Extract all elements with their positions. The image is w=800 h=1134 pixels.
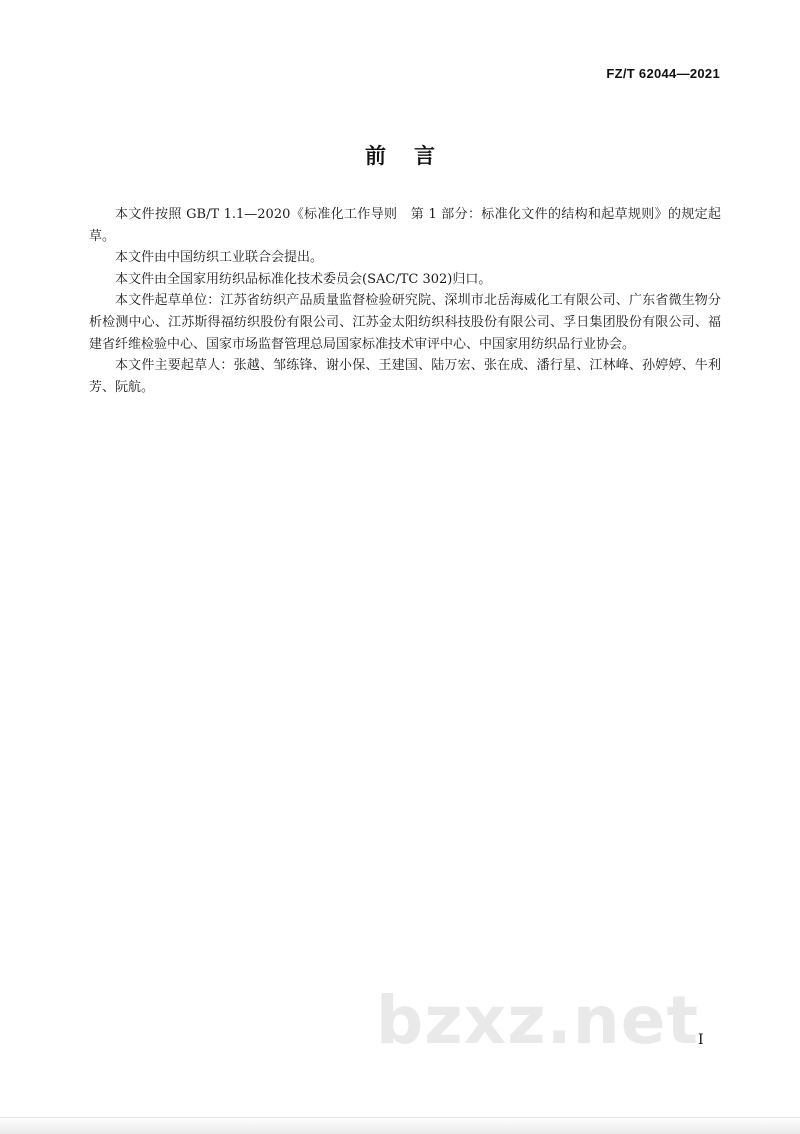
standard-number: FZ/T 62044—2021 <box>606 66 720 81</box>
paragraph-committee: 本文件由全国家用纺织品标准化技术委员会(SAC/TC 302)归口。 <box>115 271 492 287</box>
paragraph-proposer: 本文件由中国纺织工业联合会提出。 <box>115 250 324 266</box>
site-watermark: bzxz.net <box>376 982 700 1059</box>
page-title: 前言 <box>365 144 463 168</box>
paragraph-drafting-units: 本文件起草单位：江苏省纺织产品质量监督检验研究院、深圳市北岳海威化工有限公司、广东省微生物分析检测中心、江苏斯得福纺织股份有限公司、江苏金太阳纺织科技股份有限公司、孚日集团股份有限公司、福建省纤维检验中心、国家市场监督管理总局国家标准技术审评中心、中国家用纺织品行业协会。 <box>89 293 721 352</box>
paragraph-drafters: 本文件主要起草人：张越、邹练锋、谢小保、王建国、陆万宏、张在成、潘行星、江林峰、孙婷婷、牛利芳、阮航。 <box>89 358 721 395</box>
paragraph-drafting-rules: 本文件按照 GB/T 1.1—2020《标准化工作导则 第 1 部分：标准化文件的结构和起草规则》的规定起草。 <box>89 207 721 244</box>
foreword-body <box>89 204 721 398</box>
page-number: I <box>698 1032 704 1048</box>
page-bottom-edge <box>0 1117 800 1134</box>
